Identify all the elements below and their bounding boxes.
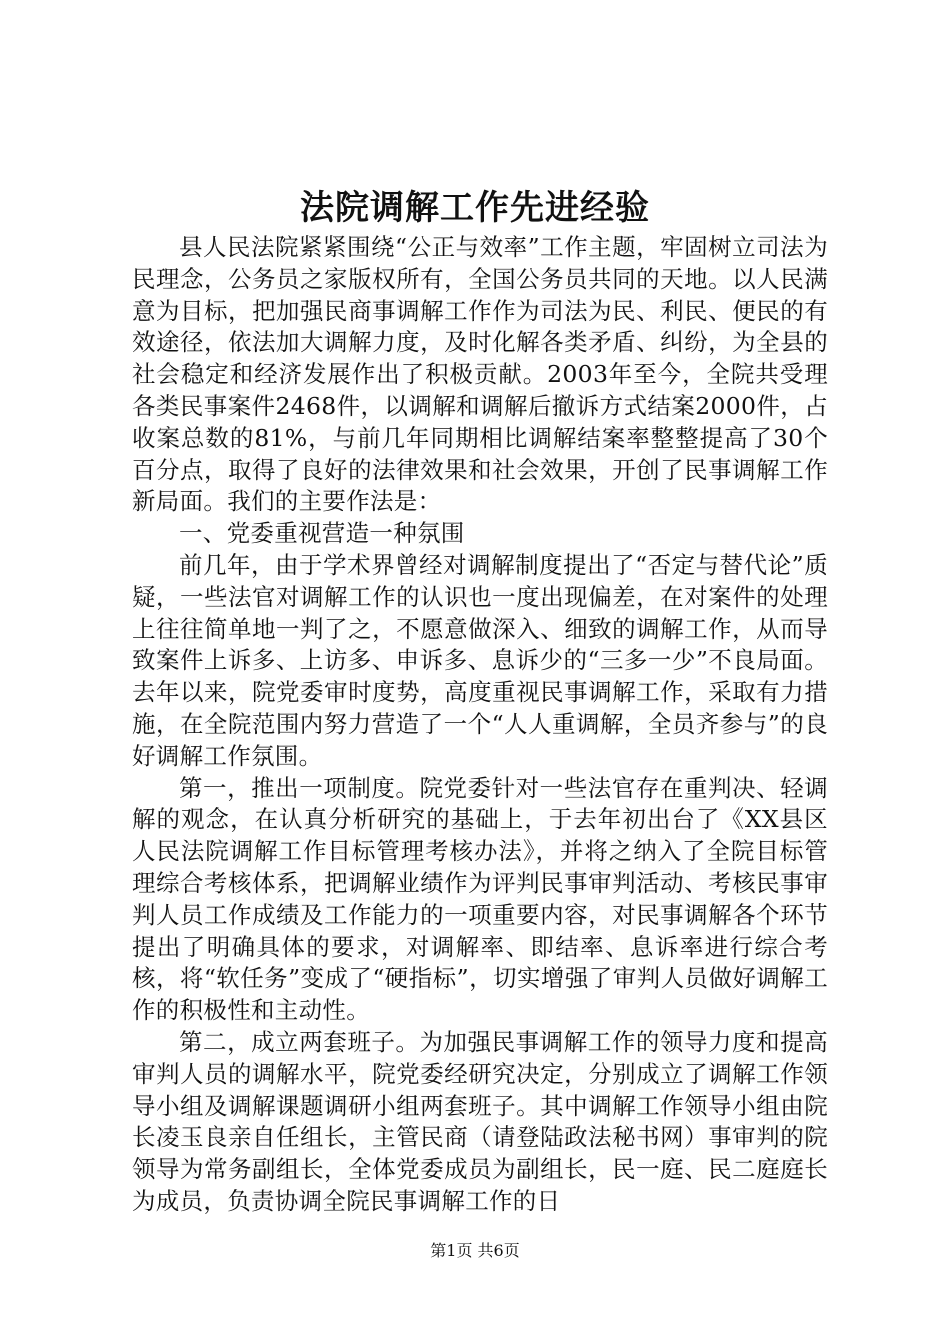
- paragraph-first-measure: 第一，推出一项制度。院党委针对一些法官存在重判决、轻调解的观念，在认真分析研究的基础上，于去年初出台了《XX县区人民法院调解工作目标管理考核办法》，并将之纳入了全院目标管理综合考核体系，把调解业绩作为评判民事审判活动、考核民事审判人员工作成绩及工作能力的一项重要内容，对民事调解各个环节提出了明确具体的要求，对调解率、即结率、息诉率进行综合考核，将“软任务”变成了“硬指标”，切实增强了审判人员做好调解工作的积极性和主动性。: [132, 773, 828, 1025]
- paragraph-background: 前几年，由于学术界曾经对调解制度提出了“否定与替代论”质疑，一些法官对调解工作的认识也一度出现偏差，在对案件的处理上往往简单地一判了之，不愿意做深入、细致的调解工作，从而导致案件上诉多、上访多、申诉多、息诉少的“三多一少”不良局面。去年以来，院党委审时度势，高度重视民事调解工作，采取有力措施，在全院范围内努力营造了一个“人人重调解，全员齐参与”的良好调解工作氛围。: [132, 550, 828, 770]
- section-heading-1: 一、党委重视营造一种氛围: [179, 519, 465, 548]
- document-title: 法院调解工作先进经验: [300, 188, 650, 228]
- paragraph-intro: 县人民法院紧紧围绕“公正与效率”工作主题，牢固树立司法为民理念，公务员之家版权所有，全国公务员共同的天地。以人民满意为目标，把加强民商事调解工作作为司法为民、利民、便民的有效途径，依法加大调解力度，及时化解各类矛盾、纠纷，为全县的社会稳定和经济发展作出了积极贡献。2003年至今，全院共受理各类民事案件2468件，以调解和调解后撤诉方式结案2000件，占收案总数的81%，与前几年同期相比调解结案率整整提高了30个百分点，取得了良好的法律效果和社会效果，开创了民事调解工作新局面。我们的主要作法是：: [132, 233, 828, 516]
- page-number-footer: 第1页 共6页: [430, 1241, 520, 1260]
- paragraph-second-measure: 第二，成立两套班子。为加强民事调解工作的领导力度和提高审判人员的调解水平，院党委经研究决定，分别成立了调解工作领导小组及调解课题调研小组两套班子。其中调解工作领导小组由院长凌玉良亲自任组长，主管民商（请登陆政法秘书网）事审判的院领导为常务副组长，全体党委成员为副组长，民一庭、民二庭庭长为成员，负责协调全院民事调解工作的日: [132, 1027, 828, 1215]
- document-body: [132, 232, 828, 1218]
